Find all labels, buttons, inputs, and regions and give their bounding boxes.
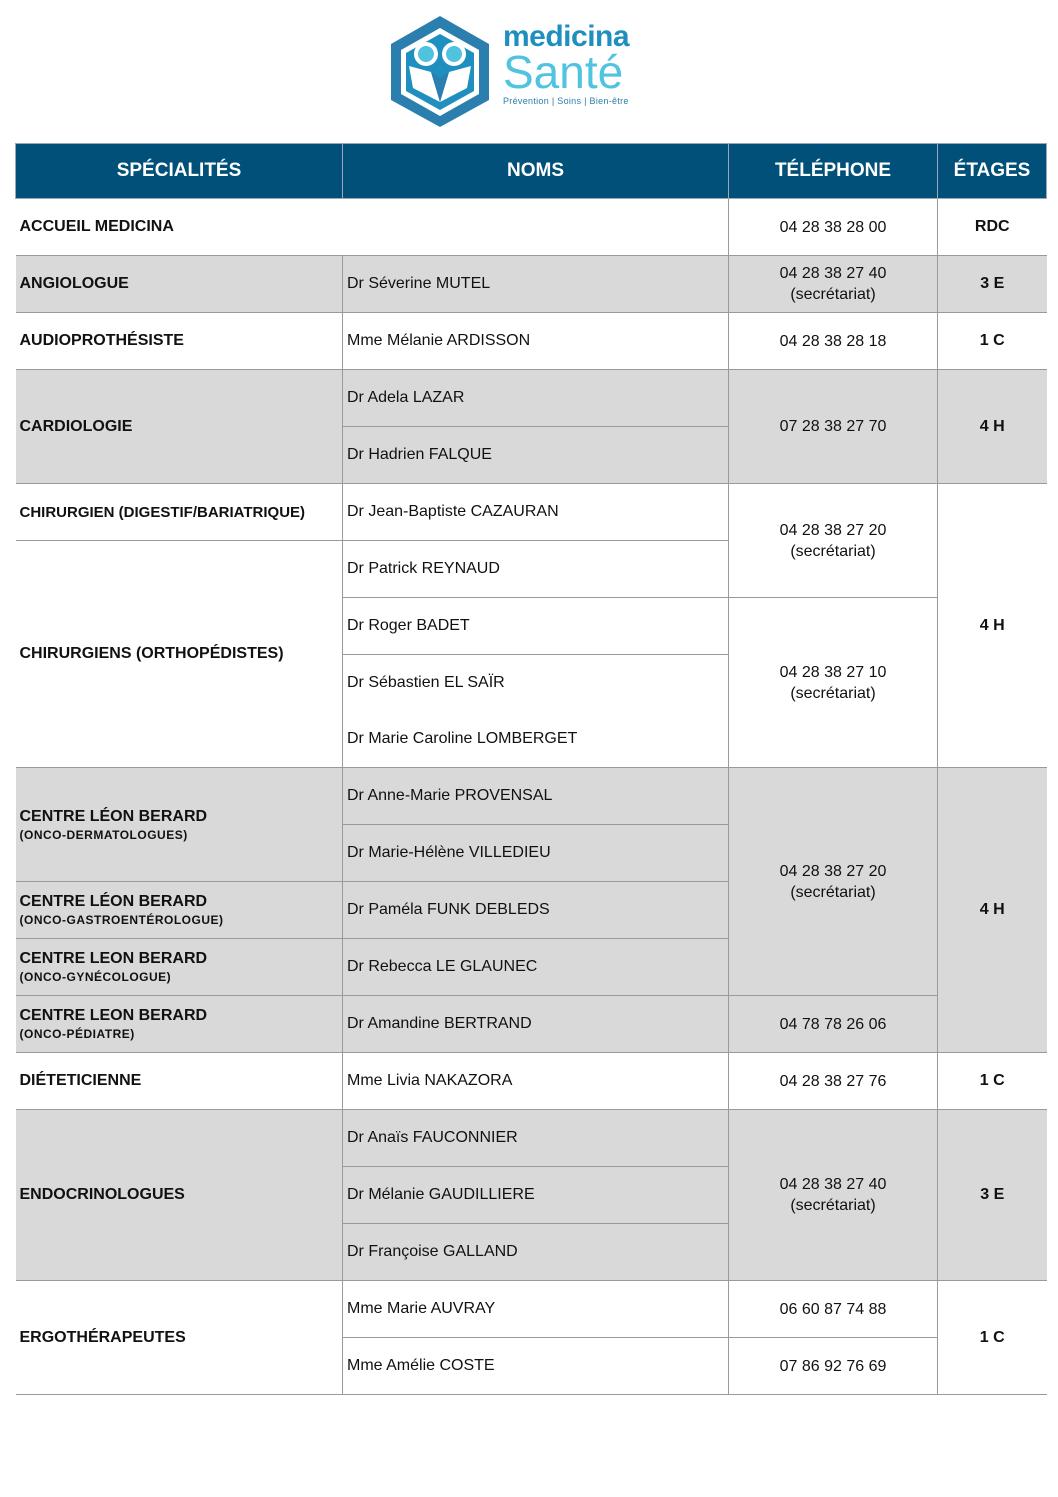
table-row	[16, 1053, 1047, 1110]
phone-cell	[729, 598, 938, 768]
name-cell: Dr Roger BADET	[343, 598, 729, 655]
table-row	[16, 1281, 1047, 1338]
logo-wordmark	[503, 22, 629, 106]
phone-cell	[729, 768, 938, 996]
table-row	[16, 996, 1047, 1053]
name-cell: Mme Livia NAKAZORA	[343, 1053, 729, 1110]
phone-note: (secrétariat)	[790, 286, 876, 303]
phone-number: 04 28 38 27 20	[779, 862, 887, 880]
name-cell: Mme Marie AUVRAY	[343, 1281, 729, 1338]
table-row	[16, 256, 1047, 313]
phone-note: (secrétariat)	[790, 883, 876, 901]
floor-cell: 4 H	[938, 484, 1047, 768]
specialty-cell: ENDOCRINOLOGUES	[16, 1110, 343, 1281]
specialty-subtitle: (ONCO-GASTROENTÉROLOGUE)	[19, 913, 224, 927]
phone-cell: 04 78 78 26 06	[729, 996, 938, 1053]
name-cell: Mme Mélanie ARDISSON	[343, 313, 729, 370]
specialty-cell	[16, 996, 343, 1053]
specialty-subtitle: (ONCO-DERMATOLOGUES)	[19, 827, 188, 842]
specialty-cell: DIÉTETICIENNE	[16, 1053, 343, 1110]
specialty-cell	[16, 939, 343, 996]
name-cell: Dr Amandine BERTRAND	[343, 996, 729, 1053]
specialty-cell	[16, 768, 343, 882]
name-cell: Dr Mélanie GAUDILLIERE	[343, 1167, 729, 1224]
specialty-subtitle: (ONCO-GYNÉCOLOGUE)	[19, 970, 172, 984]
phone-cell	[729, 484, 938, 598]
phone-cell: 06 60 87 74 88	[729, 1281, 938, 1338]
phone-cell: 04 28 38 28 18	[729, 313, 938, 370]
table-row	[16, 484, 1047, 541]
header-noms: NOMS	[343, 144, 729, 199]
floor-cell: 4 H	[938, 768, 1047, 1053]
name-cell: Dr Françoise GALLAND	[343, 1224, 729, 1281]
logo-tagline: Prévention | Soins | Bien-être	[503, 96, 629, 106]
floor-cell: 4 H	[938, 370, 1047, 484]
phone-cell: 04 28 38 27 76	[729, 1053, 938, 1110]
specialty-subtitle: (ONCO-PÉDIATRE)	[19, 1027, 135, 1041]
specialty-cell: ERGOTHÉRAPEUTES	[16, 1281, 343, 1395]
specialty-cell: AUDIOPROTHÉSISTE	[16, 313, 343, 370]
specialty-cell: CHIRURGIENS (ORTHOPÉDISTES)	[16, 541, 343, 768]
specialty-cell: CHIRURGIEN (DIGESTIF/BARIATRIQUE)	[16, 484, 343, 541]
phone-cell	[729, 1110, 938, 1281]
table-row	[16, 768, 1047, 825]
medicina-sante-logo	[385, 14, 645, 129]
phone-number: 04 28 38 27 20	[779, 521, 887, 539]
table-row	[16, 313, 1047, 370]
table-row	[16, 199, 1047, 256]
specialty-title: CENTRE LEON BERARD	[19, 1007, 208, 1024]
floor-cell: RDC	[938, 199, 1047, 256]
name-cell: Dr Paméla FUNK DEBLEDS	[343, 882, 729, 939]
hexagon-logo-icon	[385, 14, 495, 129]
logo-medicina-text: medicina	[503, 20, 630, 53]
name-cell: Dr Rebecca LE GLAUNEC	[343, 939, 729, 996]
specialty-cell: ACCUEIL MEDICINA	[16, 199, 729, 256]
logo-sante-text: Santé	[503, 46, 624, 98]
name-cell: Dr Patrick REYNAUD	[343, 541, 729, 598]
name-cell: Dr Sébastien EL SAÏR	[347, 674, 505, 691]
phone-note: (secrétariat)	[790, 1197, 876, 1214]
name-cell: Dr Adela LAZAR	[343, 370, 729, 427]
specialty-title: CENTRE LÉON BERARD	[19, 893, 208, 910]
phone-number: 04 28 38 27 10	[779, 663, 887, 681]
header-specialites: SPÉCIALITÉS	[16, 144, 343, 199]
floor-cell: 1 C	[938, 1281, 1047, 1395]
name-cell: Dr Séverine MUTEL	[343, 256, 729, 313]
table-row	[16, 1110, 1047, 1167]
name-cell: Dr Marie Caroline LOMBERGET	[343, 711, 729, 768]
header-etages: ÉTAGES	[938, 144, 1047, 199]
specialty-title: CENTRE LEON BERARD	[19, 950, 208, 967]
phone-number: 04 28 38 27 40	[779, 1176, 887, 1193]
floor-cell: 3 E	[938, 1110, 1047, 1281]
phone-cell	[729, 256, 938, 313]
table-row	[16, 370, 1047, 427]
name-cell: Dr Jean-Baptiste CAZAURAN	[343, 484, 729, 541]
name-cell: Dr Anaïs FAUCONNIER	[343, 1110, 729, 1167]
phone-cell: 07 28 38 27 70	[729, 370, 938, 484]
floor-cell: 1 C	[938, 1053, 1047, 1110]
phone-cell: 04 28 38 28 00	[729, 199, 938, 256]
phone-cell: 07 86 92 76 69	[729, 1338, 938, 1395]
specialty-title: CENTRE LÉON BERARD	[19, 807, 208, 825]
name-cell: Dr Hadrien FALQUE	[343, 427, 729, 484]
phone-note: (secrétariat)	[790, 542, 876, 560]
specialty-cell	[16, 882, 343, 939]
floor-cell: 3 E	[938, 256, 1047, 313]
name-cell: Mme Amélie COSTE	[343, 1338, 729, 1395]
name-cell: Dr Marie-Hélène VILLEDIEU	[343, 825, 729, 882]
name-cell: Dr Anne-Marie PROVENSAL	[343, 768, 729, 825]
phone-number: 04 28 38 27 40	[779, 265, 887, 282]
header-row	[16, 144, 1047, 199]
specialty-cell: CARDIOLOGIE	[16, 370, 343, 484]
header-telephone: TÉLÉPHONE	[729, 144, 938, 199]
phone-note: (secrétariat)	[790, 684, 876, 702]
directory-table	[15, 143, 1047, 1395]
specialty-cell: ANGIOLOGUE	[16, 256, 343, 313]
floor-cell: 1 C	[938, 313, 1047, 370]
